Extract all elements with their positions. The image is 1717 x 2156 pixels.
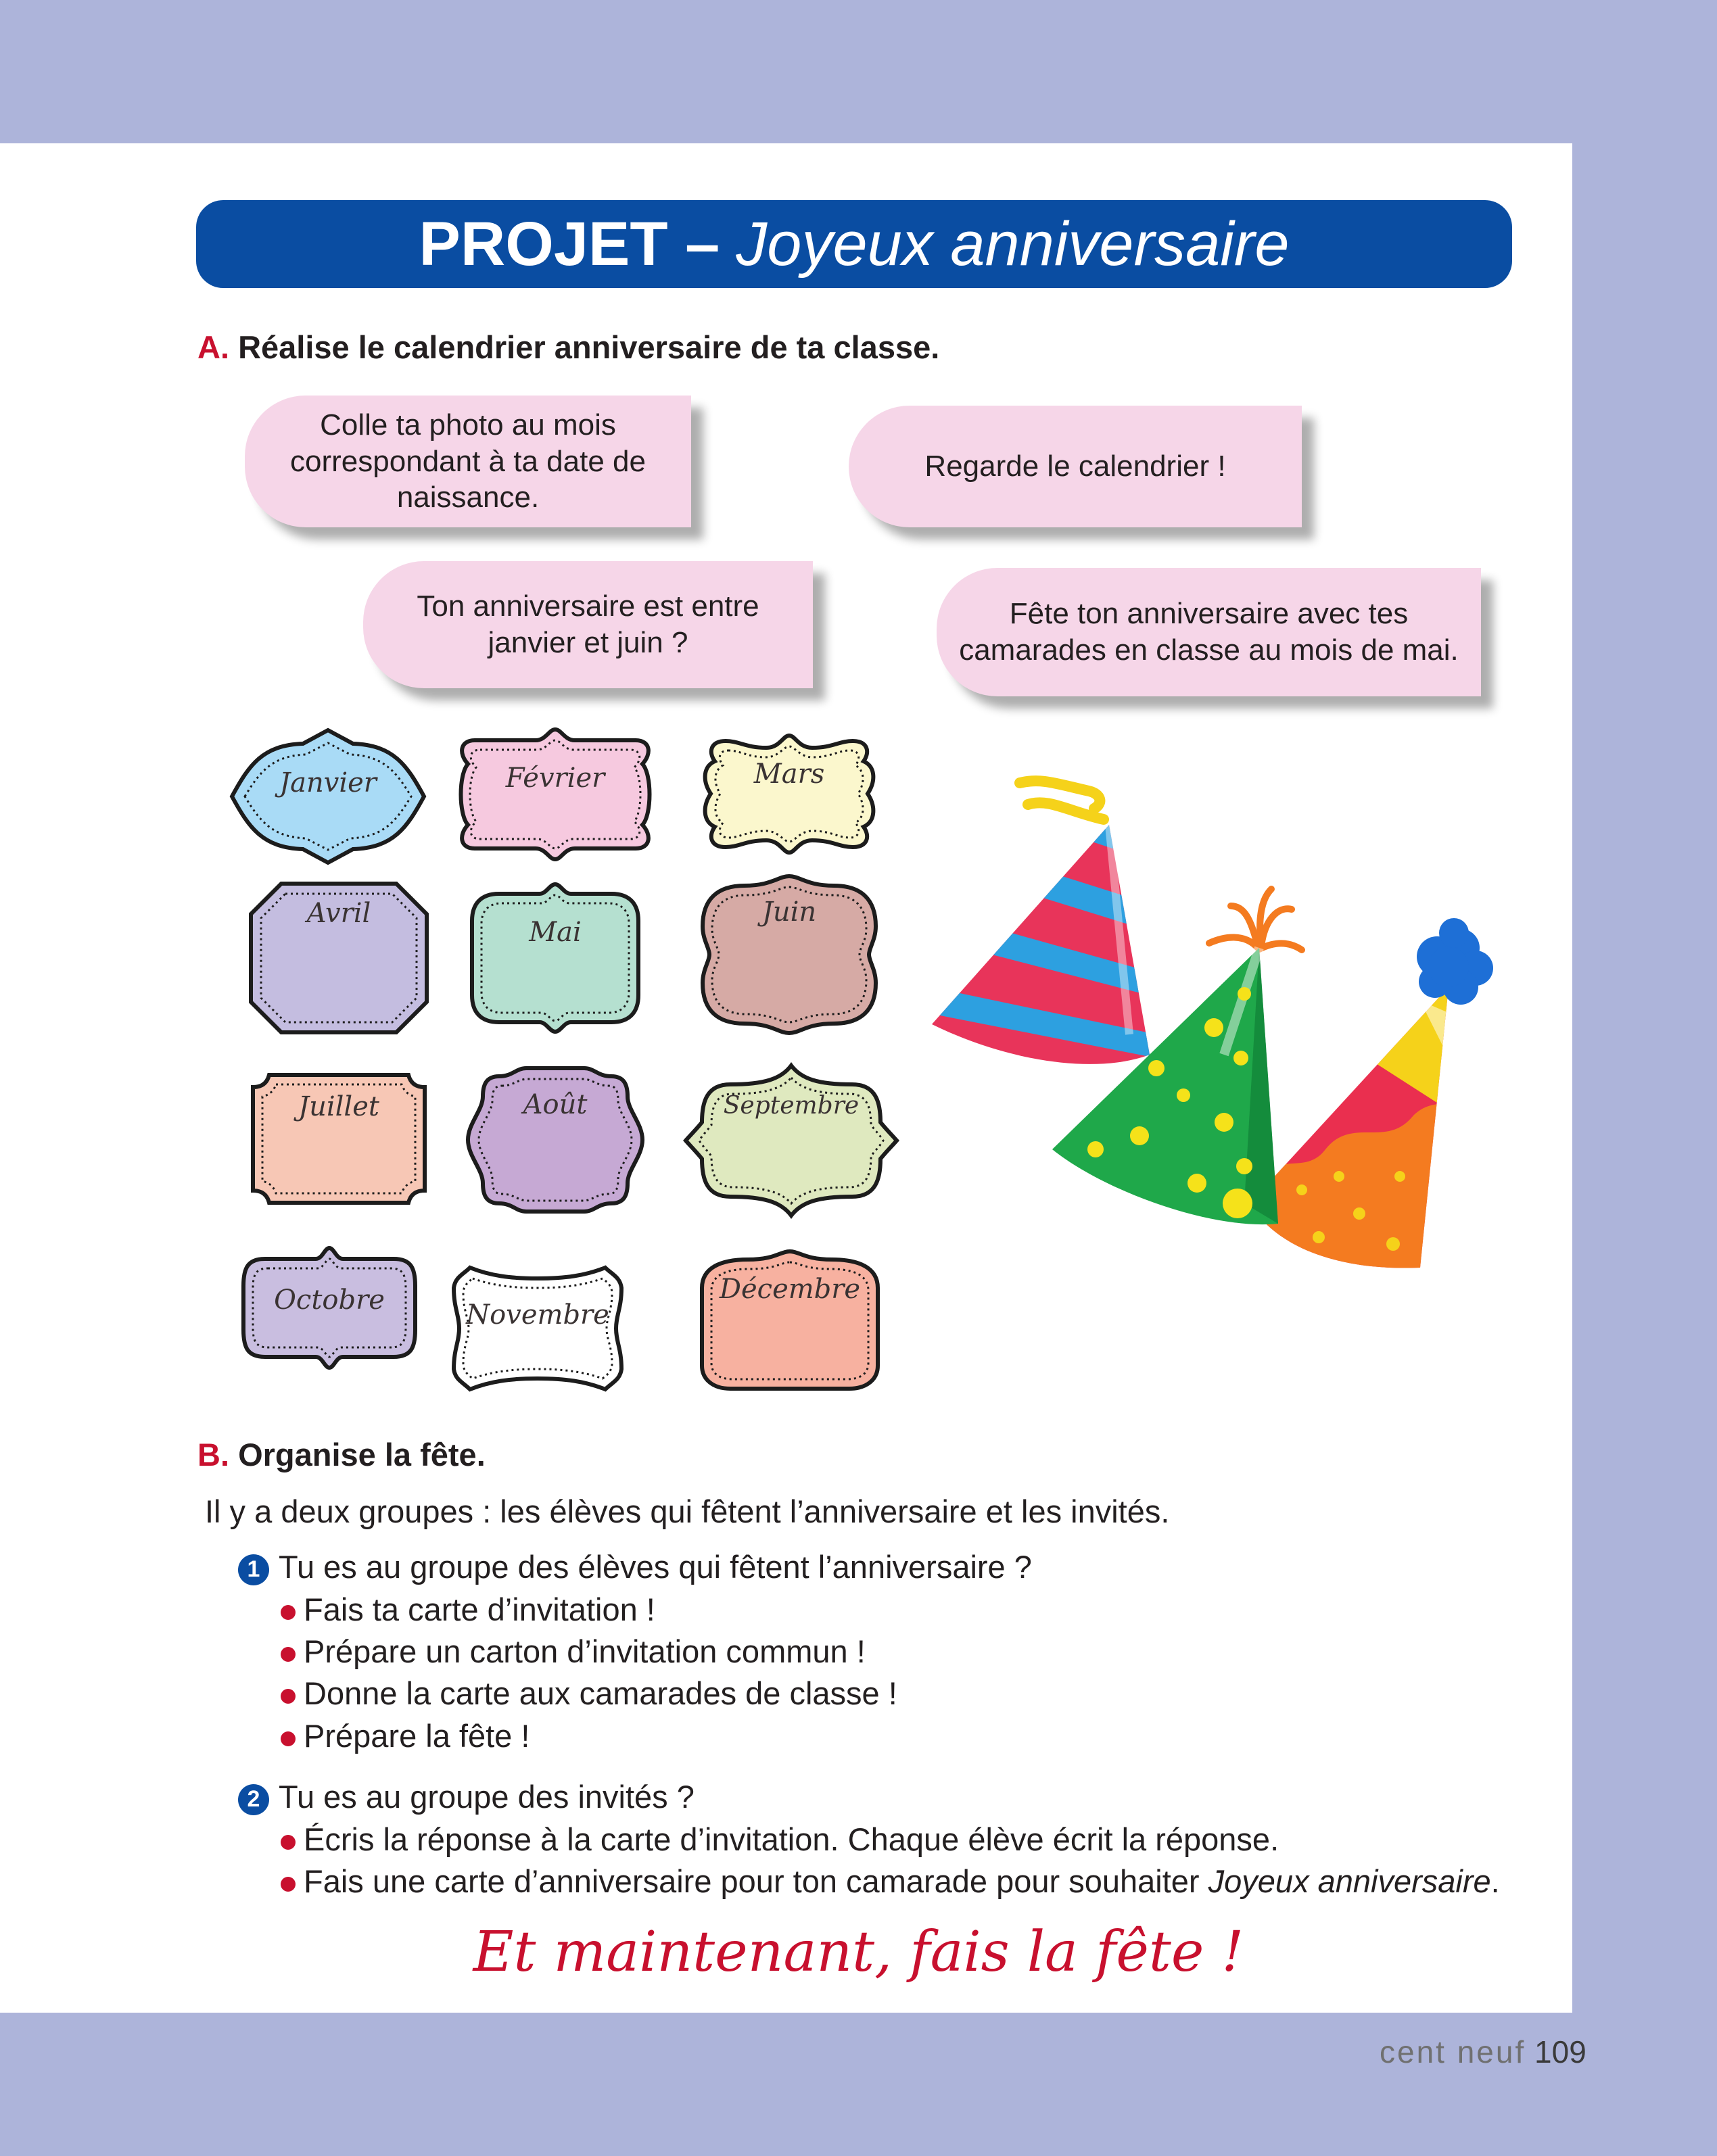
month-label-janvier	[215, 725, 441, 868]
list-item-italic: Joyeux anniversaire	[1208, 1863, 1491, 1899]
group-2-title	[238, 1778, 695, 1815]
group-2-title-text: Tu es au groupe des invités ?	[279, 1779, 695, 1815]
month-name: Octobre	[274, 1284, 385, 1316]
bullet-icon	[281, 1605, 296, 1620]
month-label-aout	[465, 1063, 645, 1217]
bullet-icon	[281, 1689, 296, 1704]
month-label-juillet	[249, 1070, 429, 1208]
section-b-text: Organise la fête.	[238, 1437, 486, 1472]
list-item-text: Fais une carte d’anniversaire pour ton camarade pour souhaiter	[304, 1863, 1208, 1899]
month-label-septembre	[683, 1061, 899, 1220]
list-item-text: Prépare un carton d’invitation commun !	[304, 1633, 866, 1669]
speech-bubble-text: Colle ta photo au mois correspondant à ta date de naissance.	[290, 408, 646, 514]
list-item	[281, 1863, 1500, 1900]
section-a-heading	[197, 329, 939, 366]
list-item	[281, 1633, 866, 1670]
bullet-icon	[281, 1647, 296, 1662]
speech-bubble-text: Fête ton anniversaire avec tes camarades en classe au mois de mai.	[959, 597, 1459, 667]
number-badge-icon: 2	[238, 1784, 269, 1815]
label-frame-icon	[465, 1063, 645, 1217]
list-item-text: Donne la carte aux camarades de classe !	[304, 1675, 897, 1711]
group-1-title	[238, 1548, 1032, 1585]
label-frame-icon	[699, 732, 880, 857]
list-item-text: Écris la réponse à la carte d’invitation. Chaque élève écrit la réponse.	[304, 1821, 1279, 1857]
speech-bubble-may	[937, 568, 1481, 696]
bullet-icon	[281, 1877, 296, 1892]
list-item-end: .	[1490, 1863, 1500, 1899]
list-item-text: Fais ta carte d’invitation !	[304, 1591, 655, 1627]
month-name: Juillet	[298, 1091, 379, 1122]
label-frame-icon	[697, 1247, 883, 1393]
month-label-novembre	[450, 1261, 626, 1396]
month-name: Août	[523, 1089, 588, 1120]
orange-party-hat-icon	[1244, 918, 1493, 1285]
month-name: Juin	[761, 896, 817, 928]
speech-bubble-text: Ton anniversaire est entre janvier et juin ?	[417, 590, 759, 659]
month-label-fevrier	[454, 727, 656, 862]
month-label-decembre	[697, 1247, 883, 1393]
month-label-octobre	[238, 1245, 421, 1370]
speech-bubble-calendar	[849, 406, 1302, 527]
speech-bubble-january-june	[363, 561, 813, 688]
month-name: Février	[505, 763, 605, 794]
speech-bubble-text: Regarde le calendrier !	[924, 450, 1226, 483]
month-name: Décembre	[719, 1273, 861, 1305]
list-item	[281, 1717, 530, 1754]
closing-slogan: Et maintenant, fais la fête !	[473, 1920, 1244, 1984]
number-badge-icon: 1	[238, 1554, 269, 1585]
title-italic: Joyeux anniversaire	[736, 210, 1290, 279]
section-b-heading	[197, 1436, 486, 1473]
page-number: 109	[1534, 2034, 1586, 2069]
month-name: Novembre	[466, 1299, 609, 1331]
list-item	[281, 1675, 897, 1712]
intro-text: Il y a deux groupes : les élèves qui fêtent l’anniversaire et les invités.	[205, 1493, 1170, 1529]
bullet-icon	[281, 1731, 296, 1746]
month-label-mai	[465, 880, 645, 1036]
month-label-juin	[699, 872, 880, 1038]
title-bold: PROJET –	[419, 210, 720, 279]
month-label-avril	[248, 880, 430, 1036]
page-footer	[1380, 2034, 1586, 2070]
month-name: Mars	[753, 758, 825, 790]
section-b-letter: B.	[197, 1437, 229, 1472]
month-label-mars	[699, 732, 880, 857]
label-frame-icon	[465, 880, 645, 1036]
red-blue-party-hat-icon	[932, 781, 1156, 1064]
list-item	[281, 1821, 1279, 1858]
party-hats-illustration	[926, 771, 1522, 1285]
month-name: Septembre	[723, 1092, 860, 1120]
speech-bubble-photo	[245, 396, 691, 527]
label-frame-icon	[683, 1061, 899, 1220]
section-a-letter: A.	[197, 329, 229, 365]
group-1-title-text: Tu es au groupe des élèves qui fêtent l’anniversaire ?	[279, 1549, 1032, 1585]
section-a-text: Réalise le calendrier anniversaire de ta classe.	[238, 329, 940, 365]
month-name: Janvier	[279, 767, 377, 798]
month-name: Avril	[306, 898, 371, 929]
label-frame-icon	[454, 727, 656, 862]
list-item-text: Prépare la fête !	[304, 1718, 530, 1754]
title-banner	[196, 200, 1512, 288]
month-name: Mai	[529, 917, 582, 948]
page-number-words: cent neuf	[1380, 2034, 1526, 2069]
blue-pompom-icon	[1417, 918, 1493, 1005]
bullet-icon	[281, 1835, 296, 1850]
list-item	[281, 1591, 655, 1628]
